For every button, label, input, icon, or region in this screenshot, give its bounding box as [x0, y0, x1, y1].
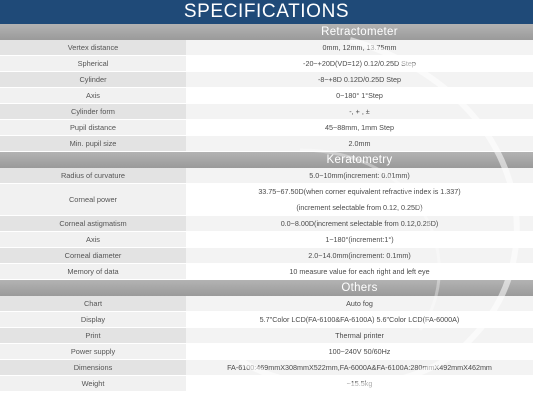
spec-value-line: -, + , ± [349, 107, 370, 116]
spec-row [0, 216, 533, 232]
spec-row [0, 120, 533, 136]
spec-value [186, 360, 533, 376]
spec-value [186, 248, 533, 264]
spec-row [0, 184, 533, 216]
spec-row [0, 56, 533, 72]
spec-row [0, 296, 533, 312]
spec-value-line: ~15.5kg [346, 379, 373, 388]
spec-value-line: 2.0~14.0mm(increment: 0.1mm) [308, 251, 411, 260]
spec-row [0, 312, 533, 328]
spec-value [186, 232, 533, 248]
spec-value [186, 104, 533, 120]
spec-value [186, 72, 533, 88]
spec-value [186, 328, 533, 344]
spec-value-line: 0~180° 1°Step [336, 91, 383, 100]
spec-value-line: 33.75~67.50D(when corner equivalent refractive index is 1.337) [258, 187, 461, 196]
spec-value-line: 1~180°(increment:1°) [325, 235, 394, 244]
spec-label: Radius of curvature [0, 168, 186, 184]
spec-label: Print [0, 328, 186, 344]
spec-value [186, 136, 533, 152]
spec-label: Axis [0, 88, 186, 104]
spec-value-line: 0mm, 12mm, 13.75mm [322, 43, 397, 52]
spec-value-line: Auto fog [346, 299, 373, 308]
spec-value [186, 264, 533, 280]
section-header [0, 280, 533, 296]
section-title: Keratometry [326, 154, 393, 166]
spec-value [186, 312, 533, 328]
spec-value-line: -8~+8D 0.12D/0.25D Step [317, 75, 402, 84]
spec-label: Vertex distance [0, 40, 186, 56]
spec-value-line: 100~240V 50/60Hz [328, 347, 391, 356]
spec-row [0, 328, 533, 344]
spec-value [186, 40, 533, 56]
spec-row [0, 88, 533, 104]
spec-value [186, 216, 533, 232]
spec-value-line: -20~+20D(VD=12) 0.12/0.25D Step [303, 59, 416, 68]
spec-label: Memory of data [0, 264, 186, 280]
spec-value-line: 5.7"Color LCD(FA-6100&FA-6100A) 5.6"Color LCD(FA-6000A) [259, 315, 460, 324]
spec-row [0, 72, 533, 88]
spec-label: Corneal power [0, 184, 186, 216]
spec-value-line: Thermal printer [335, 331, 384, 340]
spec-value [186, 184, 533, 216]
spec-value [186, 376, 533, 392]
section-header [0, 152, 533, 168]
spec-label: Power supply [0, 344, 186, 360]
spec-row [0, 136, 533, 152]
spec-row [0, 40, 533, 56]
spec-value [186, 88, 533, 104]
spec-label: Chart [0, 296, 186, 312]
page-header [0, 0, 533, 24]
spec-label: Cylinder form [0, 104, 186, 120]
spec-label: Corneal diameter [0, 248, 186, 264]
section-header-spacer [0, 24, 186, 40]
page-title: SPECIFICATIONS [183, 1, 350, 22]
spec-value [186, 296, 533, 312]
spec-value [186, 56, 533, 72]
spec-row [0, 264, 533, 280]
spec-value-line: 10 measure value for each right and left eye [289, 267, 430, 276]
spec-value-line: 2.0mm [348, 139, 371, 148]
section-title: Retractometer [321, 26, 398, 38]
spec-value-line: 45~88mm, 1mm Step [325, 123, 394, 132]
spec-value-line: (increment selectable from 0.12, 0.25D) [186, 199, 533, 215]
spec-value-line: 0.0~8.00D(increment selectable from 0.12,0.25D) [280, 219, 439, 228]
spec-row [0, 344, 533, 360]
spec-label: Weight [0, 376, 186, 392]
spec-value [186, 344, 533, 360]
spec-value-line: 5.0~10mm(increment: 0.01mm) [309, 171, 410, 180]
spec-row [0, 168, 533, 184]
spec-row [0, 376, 533, 392]
spec-value [186, 120, 533, 136]
spec-row [0, 360, 533, 376]
spec-label: Display [0, 312, 186, 328]
spec-value [186, 168, 533, 184]
spec-label: Dimensions [0, 360, 186, 376]
spec-label: Corneal astigmatism [0, 216, 186, 232]
section-title: Others [341, 282, 378, 294]
spec-row [0, 248, 533, 264]
spec-label: Cylinder [0, 72, 186, 88]
spec-label: Min. pupil size [0, 136, 186, 152]
section-header-spacer [0, 152, 186, 168]
spec-label: Axis [0, 232, 186, 248]
spec-label: Spherical [0, 56, 186, 72]
spec-value-line: FA-6100:469mmX308mmX522mm,FA-6000A&FA-6100A:280mmX492mmX462mm [227, 363, 492, 372]
spec-label: Pupil distance [0, 120, 186, 136]
section-header [0, 24, 533, 40]
section-header-spacer [0, 280, 186, 296]
spec-row [0, 104, 533, 120]
spec-row [0, 232, 533, 248]
